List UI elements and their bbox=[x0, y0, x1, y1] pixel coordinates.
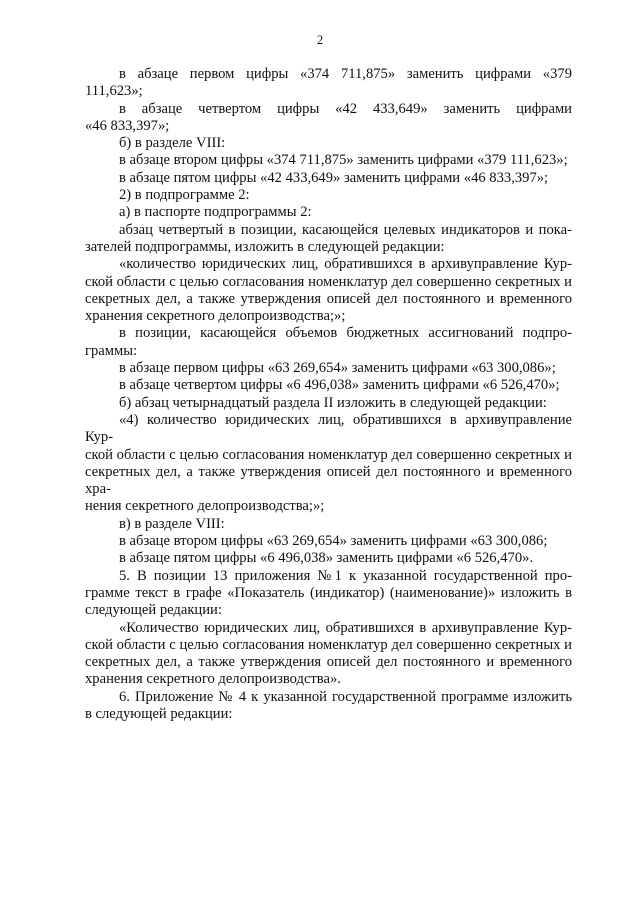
text-line: в абзаце четвертом цифры «42 433,649» заменить цифрами bbox=[119, 100, 572, 117]
text-line: нения секретного делопроизводства;»; bbox=[85, 498, 325, 515]
text-line: 6. Приложение № 4 к указанной государственной программе изложить bbox=[119, 688, 572, 705]
text-line: ской области с целью согласования номенклатур дел совершенно секретных и bbox=[85, 273, 572, 290]
text-line: секретных дел, а также утверждения описей дел постоянного и временного bbox=[85, 290, 572, 307]
text-line: «4) количество юридических лиц, обратившихся в архивуправление Кур- bbox=[85, 411, 572, 446]
text-line: а) в паспорте подпрограммы 2: bbox=[119, 204, 312, 221]
text-line: в абзаце первом цифры «374 711,875» заменить цифрами «379 bbox=[119, 66, 572, 82]
text-line: б) в разделе VIII: bbox=[119, 135, 226, 152]
text-line: в абзаце пятом цифры «42 433,649» заменить цифрами «46 833,397»; bbox=[119, 169, 549, 186]
text-line: в абзаце втором цифры «374 711,875» заменить цифрами «379 111,623»; bbox=[119, 152, 568, 169]
text-line: в абзаце первом цифры «63 269,654» заменить цифрами «63 300,086»; bbox=[119, 360, 556, 377]
text-line: «46 833,397»; bbox=[85, 117, 170, 134]
text-line: в абзаце втором цифры «63 269,654» заменить цифрами «63 300,086; bbox=[119, 533, 548, 550]
text-line: 2) в подпрограмме 2: bbox=[119, 187, 250, 204]
text-line: грамме текст в графе «Показатель (индикатор) (наименование)» изложить в bbox=[85, 584, 572, 601]
text-line: секретных дел, а также утверждения описей дел постоянного и временного хра- bbox=[85, 463, 572, 498]
text-line: следующей редакции: bbox=[85, 602, 222, 619]
text-line: в) в разделе VIII: bbox=[119, 515, 225, 532]
text-line: в следующей редакции: bbox=[85, 705, 233, 722]
text-line: б) абзац четырнадцатый раздела II изложить в следующей редакции: bbox=[119, 394, 547, 411]
text-line: «Количество юридических лиц, обратившихся в архивуправление Кур- bbox=[119, 619, 572, 636]
text-line: ской области с целью согласования номенклатур дел совершенно секретных и bbox=[85, 446, 572, 463]
text-line: зателей подпрограммы, изложить в следующей редакции: bbox=[85, 238, 445, 255]
text-line: секретных дел, а также утверждения описей дел постоянного и временного bbox=[85, 654, 572, 671]
text-line: «количество юридических лиц, обратившихся в архивуправление Кур- bbox=[119, 256, 572, 273]
document-body bbox=[85, 66, 572, 723]
text-line: граммы: bbox=[85, 342, 138, 359]
text-line: хранения секретного делопроизводства;»; bbox=[85, 308, 346, 325]
text-line: в абзаце четвертом цифры «6 496,038» заменить цифрами «6 526,470»; bbox=[119, 377, 560, 394]
text-line: в позиции, касающейся объемов бюджетных ассигнований подпро- bbox=[119, 325, 572, 342]
text-line: 111,623»; bbox=[85, 83, 143, 100]
text-line: ской области с целью согласования номенклатур дел совершенно секретных и bbox=[85, 636, 572, 653]
text-line: хранения секретного делопроизводства». bbox=[85, 671, 341, 688]
text-line: в абзаце пятом цифры «6 496,038» заменить цифрами «6 526,470». bbox=[119, 550, 534, 567]
text-line: абзац четвертый в позиции, касающейся целевых индикаторов и пока- bbox=[119, 221, 572, 238]
page-number: 2 bbox=[316, 33, 324, 47]
text-line: 5. В позиции 13 приложения №1 к указанной государственной про- bbox=[119, 567, 572, 584]
